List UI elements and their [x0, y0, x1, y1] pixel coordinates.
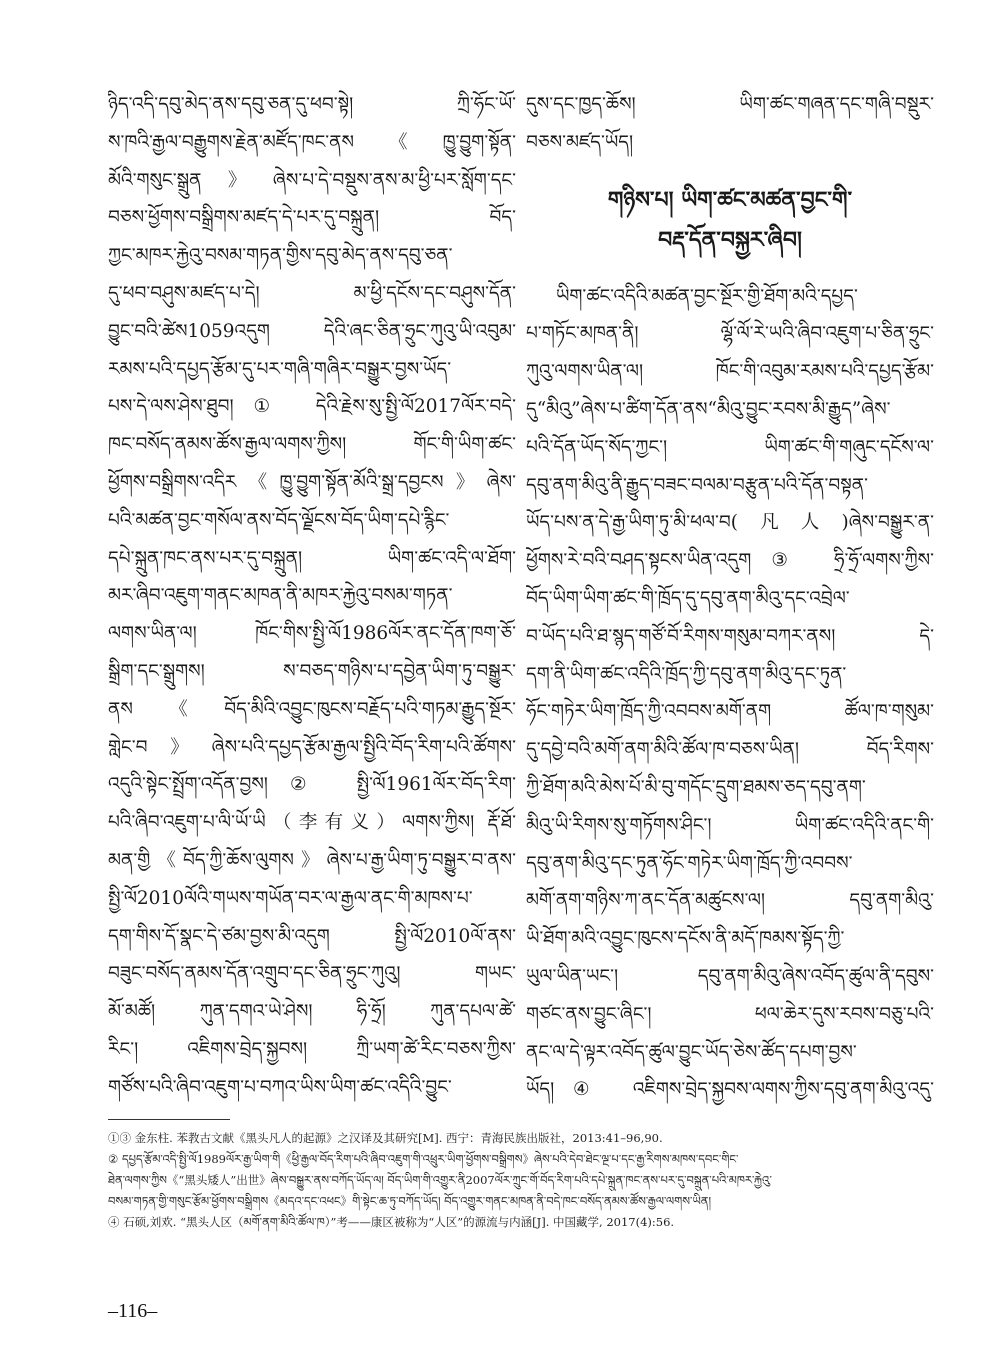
- text-line: ཁང་བསོད་ནམས་ཚོས་རྒྱལ་ལགས་ཀྱིས། གོང་གི་ཡིག་ཚང་: [108, 434, 516, 456]
- text-line: རིང་། འཇིགས་བྲེད་སྐྱབས། ཀྲི་ཡག་ཚེ་རིང་བཅས་ཀྱིས་: [108, 1038, 516, 1060]
- text-line: ཡོད་པས་ན་དེ་རྒྱ་ཡིག་ཏུ་མི་ཕལ་བ(凡人)ཞེས་བསྒྱུར་ན་: [526, 512, 934, 534]
- text-line: ཡོད།④ འཇིགས་བྲེད་སྐྱབས་ལགས་ཀྱིས་དབུ་ནག་མིའུ་འདུ་: [526, 1079, 934, 1101]
- text-line: པའི་མཚན་བྱང་གསོལ་ནས་བོད་ལྗོངས་བོད་ཡིག་དཔེ་རྙིང་: [108, 509, 450, 531]
- text-line: རམས་པའི་དཔྱད་རྩོམ་དུ་པར་གཞི་གཞིར་བསྒྱུར་བྱས་ཡོད་: [108, 358, 452, 380]
- text-line: དཔེ་སྐྲུན་ཁང་ནས་པར་དུ་བསྐྲུན། ཡིག་ཚང་འདི་ལ་ཐོག་: [108, 547, 516, 569]
- text-line: སྤྱི་ལོ2010ལོའི་གཡས་གཡོན་བར་ལ་རྒྱལ་ནང་གི་མཁས་པ་: [108, 887, 473, 909]
- text-line: དག་གིས་དོ་སྣང་དེ་ཙམ་བྱས་མི་འདུག སྤྱི་ལོ2010ལོ་ནས་: [108, 925, 516, 947]
- text-line: དུ་ཕབ་བཤུས་མཛད་པ་དེ། མ་ཕྱི་དངོས་དང་བཤུས་དོན་: [108, 282, 516, 304]
- text-line: བཟུང་བསོད་ནམས་དོན་འགྲུབ་དང་ཅིན་ཧྲུང་ཀུའུ། གཡང་: [108, 963, 516, 985]
- text-line: མིའུ་ཡི་རིགས་སུ་གཏོགས་ཤིང་། ཡིག་ཚང་འདིའི་ནང་གི་: [526, 814, 934, 836]
- text-line: བཅས་མཛད་ཡོད།: [526, 131, 634, 153]
- text-line: ཀུའུ་ལགས་ཡིན་ལ། ཁོང་གི་འབུམ་རམས་པའི་དཔྱད་རྩོམ་: [526, 361, 934, 383]
- text-line: ཡིག་ཚང་འདིའི་མཚན་བྱང་སྔོར་གྱི་ཐོག་མའི་དཔྱད་: [556, 285, 858, 307]
- text-line: དུ“མིའུ”ཞེས་པ་ཚིག་དོན་ནས“མིའུ་བྱུང་རབས་མི་རྒྱུད”ཞེས་: [526, 398, 891, 420]
- text-line: ཡུལ་ཡིན་ཡང་། དབུ་ནག་མིའུ་ཞེས་འབོད་ཚུལ་ནི་དབུས་: [526, 965, 934, 987]
- text-line: ཕྱོགས་བསྒྲིགས་འདིར《ཁྱུ་བྱུག་སྟོན་མོའི་སྒྲ་དབྱངས》ཞེས་: [108, 471, 516, 493]
- text-line: ས་ཁའི་རྒྱལ་བརྒྱུགས་རྗེན་མཛོད་ཁང་ནས《ཁྱུ་བྱུག་སྟོན་: [108, 131, 516, 153]
- section-heading-line-1: གཉིས་པ། ཡིག་ཚང་མཚན་བྱང་གི་: [607, 186, 853, 213]
- text-line: གཙོས་པའི་ཞིབ་འཇུག་པ་བཀའ་ཡིས་ཡིག་ཚང་འདིའི་བྱུང་: [108, 1076, 452, 1098]
- footnote-line: ཐེན་ལགས་ཀྱིས《“黑头矮人”出世》ཞེས་བསྒྱུར་ནས་བཀོད་ཡོད་ལ། བོད་ཡིག་གི་འགྱུར་ནི2007ལོར་ཀྲུང་གོ་བོད་རིག་པའི་དཔེ་སྐྲུན་ཁང་ནས་པར་དུ་བསྐྲུན་པའི་མཁར་རྐྱེའུ་: [108, 1173, 772, 1187]
- text-line: པའི་ཞིབ་འཇུག་པ་ལི་ཡོ་ཡི（李有义）ལགས་ཀྱིས། རྡོ་ཐོ་: [108, 812, 516, 834]
- footnote-divider: [108, 1119, 230, 1120]
- text-line: མགོ་ནག་གཉིས་ཀ་ནང་དོན་མཚུངས་ལ། དབུ་ནག་མིའུ་: [526, 890, 934, 912]
- footnote-line: ①③ 金东柱. 苯教古文献《黑头凡人的起源》之汉译及其研究[M]. 西宁：青海民族出版社，2013:41–96,90.: [108, 1131, 663, 1145]
- text-line: ཡི་ཐོག་མའི་འབྱུང་ཁུངས་དངོས་ནི་མདོ་ཁམས་སྟོད་ཀྱི་: [526, 928, 845, 950]
- text-line: ནང་ལ་དེ་ལྟར་འབོད་ཚུལ་བྱུང་ཡོད་ཅེས་ཚོད་དཔག་བྱས་: [526, 1041, 857, 1063]
- text-line: བ་ཡོད་པའི་ཐ་སྙད་གཙོ་བོ་རིགས་གསུམ་བཀར་ནས། དེ་: [526, 625, 934, 647]
- footnote-line: བསམ་གཏན་གྱི་གསུང་རྩོམ་ཕྱོགས་བསྒྲིགས《མདའ་དང་འཕང》གི་སྟེང་ཆ་ཏུ་བཀོད་ཡོད། བོད་འགྱུར་གནང་མཁན་ནི་བདེ་ཁང་བསོད་ནམས་ཚོས་རྒྱལ་ལགས་ཡིན།: [108, 1194, 712, 1208]
- text-line: གླེང་བ》ཞེས་པའི་དཔྱད་རྩོམ་རྒྱལ་སྤྱིའི་བོད་རིག་པའི་ཚོགས་: [108, 736, 516, 758]
- section-heading-line-2: བརྡ་དོན་བསྐྱར་ཞིབ།: [658, 226, 802, 253]
- text-line: པས་དེ་ལས་ཤེས་ཐུབ།① དེའི་རྗེས་སུ་སྤྱི་ལོ2017ལོར་བདེ་: [108, 396, 516, 418]
- footnotes: [108, 1128, 908, 1233]
- text-line: མན་གྱི《བོད་ཀྱི་ཆོས་ལུགས》ཞེས་པ་རྒྱ་ཡིག་ཏུ་བསྒྱུར་བ་ནས་: [108, 849, 516, 871]
- text-line: མོ་མཚོ། ཀུན་དགའ་ཡེ་ཤེས། ཧི་ཧྲོ། ཀུན་དཔལ་ཚེ་: [108, 1001, 516, 1023]
- text-line: དབུ་ནག་མིའུ་ནི་རྒྱུད་བཟང་བལམ་བརྩུན་པའི་དོན་བསྟན་: [526, 474, 869, 496]
- text-line: ཕྱོགས་རེ་བའི་བཤད་སྟངས་ཡིན་འདུག③ ཧྲི་ཧྲོ་ལགས་ཀྱིས་: [526, 550, 934, 572]
- text-line: བཅས་ཕྱོགས་བསྒྲིགས་མཛད་དེ་པར་དུ་བསྐྲུན། བོད་: [108, 207, 516, 229]
- text-line: མོའི་གསུང་སྒྲུན》ཞེས་པ་དེ་བསྡུས་ནས་མ་ཕྱི་པར་སློག་དང་: [108, 169, 516, 191]
- text-line: པའི་དོན་ཡོད་སོད་ཀྱང་། ཡིག་ཚང་གི་གཞུང་དངོས་ལ་: [526, 436, 934, 458]
- right-text-column: [526, 86, 934, 1109]
- text-line: གཙང་ནས་བྱུང་ཞིང་། ཕལ་ཆེར་དུས་རབས་བཅུ་པའི་: [526, 1003, 934, 1025]
- text-line: ནས《བོད་མིའི་འབྱུང་ཁུངས་བརྗོད་པའི་གཏམ་རྒྱུད་སྔོར་: [108, 698, 516, 720]
- text-line: སྒྲིག་དང་སྒྲུགས། ས་བཅད་གཉིས་པ་དབྱེན་ཡིག་ཏུ་བསྒྱུར་: [108, 660, 516, 682]
- page-number: –116–: [108, 1300, 158, 1322]
- left-text-column: [108, 86, 516, 1107]
- text-line: དབུ་ནག་མིའུ་དང་ཏུན་ཧོང་གཏེར་ཡིག་ཁྲོད་ཀྱི་འབབས་: [526, 852, 853, 874]
- text-line: དུ་དབྱེ་བའི་མགོ་ནག་མིའི་ཚོལ་ཁ་བཅས་ཡིན། བོད་རིགས་: [526, 739, 934, 761]
- text-line: ཉིད་འདི་དབུ་མེད་ནས་དབུ་ཅན་དུ་ཕབ་སྟེ། ཀྲི་ཧོང་ཡོ་: [108, 94, 516, 115]
- text-line: མར་ཞིབ་འཇུག་གནང་མཁན་ནི་མཁར་རྐྱེའུ་བསམ་གཏན་: [108, 585, 453, 607]
- text-line: བོད་ཡིག་ཡིག་ཚང་གི་ཁྲོད་དུ་དབུ་ནག་མིའུ་དང་འབྲེལ་: [526, 587, 850, 609]
- text-line: དག་ནི་ཡིག་ཚང་འདིའི་ཁྲོད་ཀྱི་དབུ་ནག་མིའུ་དང་ཏུན་: [526, 663, 847, 685]
- text-line: ཀྱི་ཐོག་མའི་མེས་པོ་མི་བུ་གདོང་དྲུག་ཐམས་ཅད་དབུ་ནག་: [526, 776, 866, 798]
- footnote-line: ② དཔྱད་རྩོམ་འདི་སྤྱི་ལོ1989ལོར་རྒྱ་ཡིག་གི《ཕྱི་རྒྱལ་བོད་རིག་པའི་ཞིབ་འཇུག་གི་འཕྲུར་ཡིག་ཕྱོགས་བསྒྲིགས》ཞེས་པའི་དེབ་ཐེང་ལྔ་པ་དང་རྒྱ་རིགས་མཁས་དབང་གིང་: [108, 1152, 739, 1166]
- text-line: བྱུང་བའི་ཚེས1059འདུག དེའི་ཞང་ཅིན་ཧྲུང་ཀུའུ་ཡི་འབུམ་: [108, 320, 516, 342]
- footnote-line: ④ 石硕,刘欢. “黑头人区（མགོ་ནག་མིའི་ཚོལ་ཁ）”考——康区被称为“人区”的源流与内涵[J]. 中国藏学, 2017(4):56.: [108, 1215, 675, 1229]
- text-line: འདུའི་སྟེང་སྤྲོག་འདོན་བྱས།② སྤྱི་ལོ1961ལོར་བོད་རིག་: [108, 774, 516, 796]
- text-line: ལགས་ཡིན་ལ། ཁོང་གིས་སྤྱི་ལོ1986ལོར་ནང་དོན་ཁག་ཅོ་: [108, 623, 516, 645]
- text-line: དུས་དང་ཁྱད་ཆོས། ཡིག་ཚང་གཞན་དང་གཞི་བསྡུར་: [526, 94, 934, 115]
- text-line: ཧོང་གཏེར་ཡིག་ཁྲོད་ཀྱི་འབབས་མགོ་ནག ཚོལ་ཁ་གསུམ་: [526, 701, 934, 723]
- text-line: པ་གཏོང་མཁན་ནི། ལྷོ་ལོ་རེ་ཡའི་ཞིབ་འཇུག་པ་ཅིན་ཧྲུང་: [526, 323, 934, 345]
- text-line: ཀྱང་མཁར་རྐྱེའུ་བསམ་གཏན་གྱིས་དབུ་མེད་ནས་དབུ་ཅན་: [108, 245, 453, 267]
